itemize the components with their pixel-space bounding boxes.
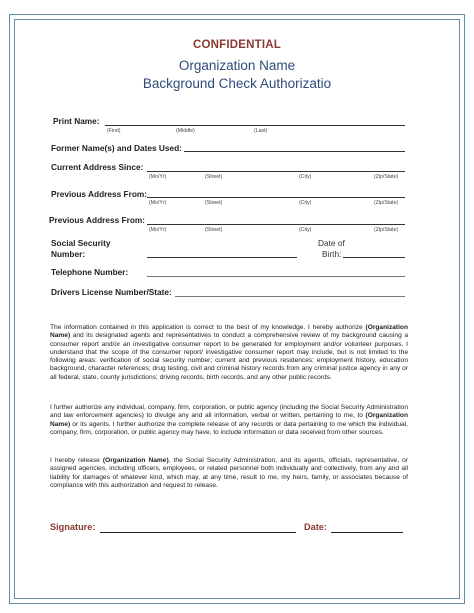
print-name-label: Print Name: xyxy=(53,116,100,126)
address-part-city: (City) xyxy=(299,174,312,180)
ssn-label-line1: Social Security xyxy=(51,238,111,248)
previous-address-1-field[interactable] xyxy=(147,197,405,198)
release-paragraph: I hereby release (Organization Name), the Social Security Administration, and its agents, officials, representative, or assigned agencies, including officers, employees, or related personnel both individually and collectively, from any and all liability for damages of whatever kind, which may, at any time, result to me, my heirs, family, or associates because of compliance with this authorization and request to release. xyxy=(50,457,409,489)
address-part-street: (Street) xyxy=(205,227,223,233)
previous-address-1-label: Previous Address From: xyxy=(51,189,148,199)
name-part-first: (First) xyxy=(107,128,121,134)
address-part-city: (City) xyxy=(299,200,312,206)
date-label: Date: xyxy=(304,522,327,532)
print-name-field[interactable] xyxy=(105,125,405,126)
former-names-field[interactable] xyxy=(184,151,405,152)
license-field[interactable] xyxy=(175,296,405,297)
document-title: Background Check Authorizatio xyxy=(142,76,332,91)
ssn-field[interactable] xyxy=(147,257,297,258)
address-part-street: (Street) xyxy=(205,174,223,180)
dob-label-line2: Birth: xyxy=(322,249,342,259)
confidential-heading: CONFIDENTIAL xyxy=(192,39,281,51)
address-part-moyr: (Mo/Yr) xyxy=(149,174,167,180)
signature-field[interactable] xyxy=(100,532,296,533)
date-field[interactable] xyxy=(331,532,403,533)
current-address-label: Current Address Since: xyxy=(51,162,144,172)
authorization-paragraph-1: The information contained in this application is correct to the best of my knowledge. I hereby authorize (Organization Name) and its designated agents and representatives to conduct a comprehensive review of my background causing a consumer report and/or an investigative consumer report to be generated for employment and/or volunteer purposes. I understand that the scope of the consumer report/ investigative consumer report may include, but is not limited to the following areas: verification of social security number; current and previous residences; employment history, education background, character references; drug testing, civil and criminal history records from any criminal justice agency in any or all federal, state, county jurisdictions; driving records, birth records, and any other public records. xyxy=(50,324,408,381)
previous-address-2-field[interactable] xyxy=(147,224,405,225)
address-part-street: (Street) xyxy=(205,200,223,206)
authorization-paragraph-2: I further authorize any individual, company, firm, corporation, or public agency (including the Social Security Administration and law enforcement agencies) to divulge any and all information, verbal or written, pertaining to me, to (Organization Name) or its agents. I further authorize the complete release of any records or data pertaining to me which the individual, company, firm, corporation, or public agency may have, to include information or data received from other sources. xyxy=(50,404,408,436)
address-part-moyr: (Mo/Yr) xyxy=(149,200,167,206)
address-part-zipstate: (Zip/State) xyxy=(374,227,399,233)
current-address-field[interactable] xyxy=(147,171,405,172)
ssn-label-line2: Number: xyxy=(51,249,86,259)
license-label: Drivers License Number/State: xyxy=(51,287,172,297)
address-part-zipstate: (Zip/State) xyxy=(374,174,399,180)
previous-address-2-label: Previous Address From: xyxy=(49,215,146,225)
signature-label: Signature: xyxy=(50,522,96,532)
address-part-moyr: (Mo/Yr) xyxy=(149,227,167,233)
name-part-last: (Last) xyxy=(254,128,268,134)
page-border-inner xyxy=(14,19,460,599)
dob-field[interactable] xyxy=(343,257,405,258)
telephone-field[interactable] xyxy=(147,276,405,277)
dob-label-line1: Date of xyxy=(318,238,345,248)
name-part-middle: (Middle) xyxy=(176,128,195,134)
address-part-zipstate: (Zip/State) xyxy=(374,200,399,206)
organization-name: Organization Name xyxy=(178,58,296,73)
address-part-city: (City) xyxy=(299,227,312,233)
telephone-label: Telephone Number: xyxy=(51,267,129,277)
former-names-label: Former Name(s) and Dates Used: xyxy=(51,143,182,153)
